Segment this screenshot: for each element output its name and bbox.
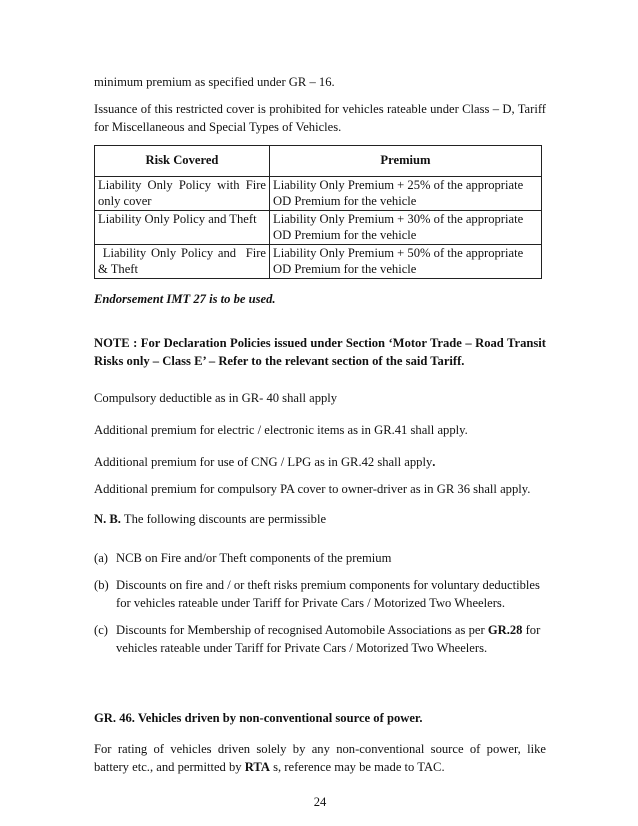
table-header-row — [95, 146, 542, 177]
premium-cell: Liability Only Premium + 30% of the appropriate OD Premium for the vehicle — [270, 211, 542, 245]
risk-premium-table — [94, 145, 542, 279]
list-item — [94, 549, 546, 567]
nb-text: The following discounts are permissible — [120, 512, 327, 526]
intro-line: minimum premium as specified under GR – 16. — [94, 75, 335, 89]
risk-cell: Liability Only Policy and Fire & Theft — [95, 245, 270, 279]
cng-lpg-rule — [94, 453, 546, 471]
electric-items-rule: Additional premium for electric / electronic items as in GR.41 shall apply. — [94, 423, 468, 437]
page-number: 24 — [313, 795, 327, 809]
deductible-rule: Compulsory deductible as in GR- 40 shall apply — [94, 391, 338, 405]
pa-cover-rule: Additional premium for compulsory PA cover to owner-driver as in GR 36 shall apply. — [94, 482, 531, 496]
table-row — [95, 211, 542, 245]
risk-cell: Liability Only Policy with Fire only cover — [95, 177, 270, 211]
risk-cell: Liability Only Policy and Theft — [95, 211, 270, 245]
premium-cell: Liability Only Premium + 50% of the appropriate OD Premium for the vehicle — [270, 245, 542, 279]
list-item — [94, 576, 546, 612]
rta-label: RTA — [244, 760, 270, 774]
cng-lpg-text: Additional premium for use of CNG / LPG as in GR.42 shall apply — [94, 455, 433, 469]
restriction-paragraph: Issuance of this restricted cover is prohibited for vehicles rateable under Class – D, Tariff for Miscellaneous and Special Types of Vehicles. — [94, 102, 546, 134]
gr28-reference: GR.28 — [487, 623, 523, 637]
list-label: (c) — [94, 623, 108, 637]
gr46-heading: GR. 46. Vehicles driven by non-conventional source of power. — [94, 711, 423, 725]
list-label: (b) — [94, 578, 109, 592]
header-premium: Premium — [270, 146, 542, 177]
list-text: Discounts on fire and / or theft risks premium components for voluntary deductibles for vehicles rateable under Tariff for Private Cars / Motorized Two Wheelers. — [116, 578, 540, 610]
list-text — [116, 621, 546, 657]
list-text: NCB on Fire and/or Theft components of the premium — [116, 551, 392, 565]
declaration-note: NOTE : For Declaration Policies issued under Section ‘Motor Trade – Road Transit Risks only – Class E’ – Refer to the relevant section of the said Tariff. — [94, 336, 546, 368]
premium-cell: Liability Only Premium + 25% of the appropriate OD Premium for the vehicle — [270, 177, 542, 211]
list-text-before: Discounts for Membership of recognised Automobile Associations as per — [116, 623, 488, 637]
gr46-body-before: For rating of vehicles driven solely by any non-conventional source of power, like battery etc., and permitted by — [94, 742, 546, 774]
gr46-body — [94, 740, 546, 776]
nb-paragraph — [94, 510, 546, 528]
endorsement-note: Endorsement IMT 27 is to be used. — [94, 292, 276, 306]
table-row — [95, 177, 542, 211]
header-risk-covered: Risk Covered — [95, 146, 270, 177]
list-text-after: for vehicles rateable under Tariff for Private Cars / Motorized Two Wheelers. — [116, 623, 541, 655]
list-label: (a) — [94, 551, 108, 565]
nb-label: N. B. — [94, 512, 121, 526]
table-row — [95, 245, 542, 279]
cng-lpg-period: . — [432, 455, 436, 469]
gr46-body-after: s, reference may be made to TAC. — [269, 760, 445, 774]
list-item — [94, 621, 546, 657]
